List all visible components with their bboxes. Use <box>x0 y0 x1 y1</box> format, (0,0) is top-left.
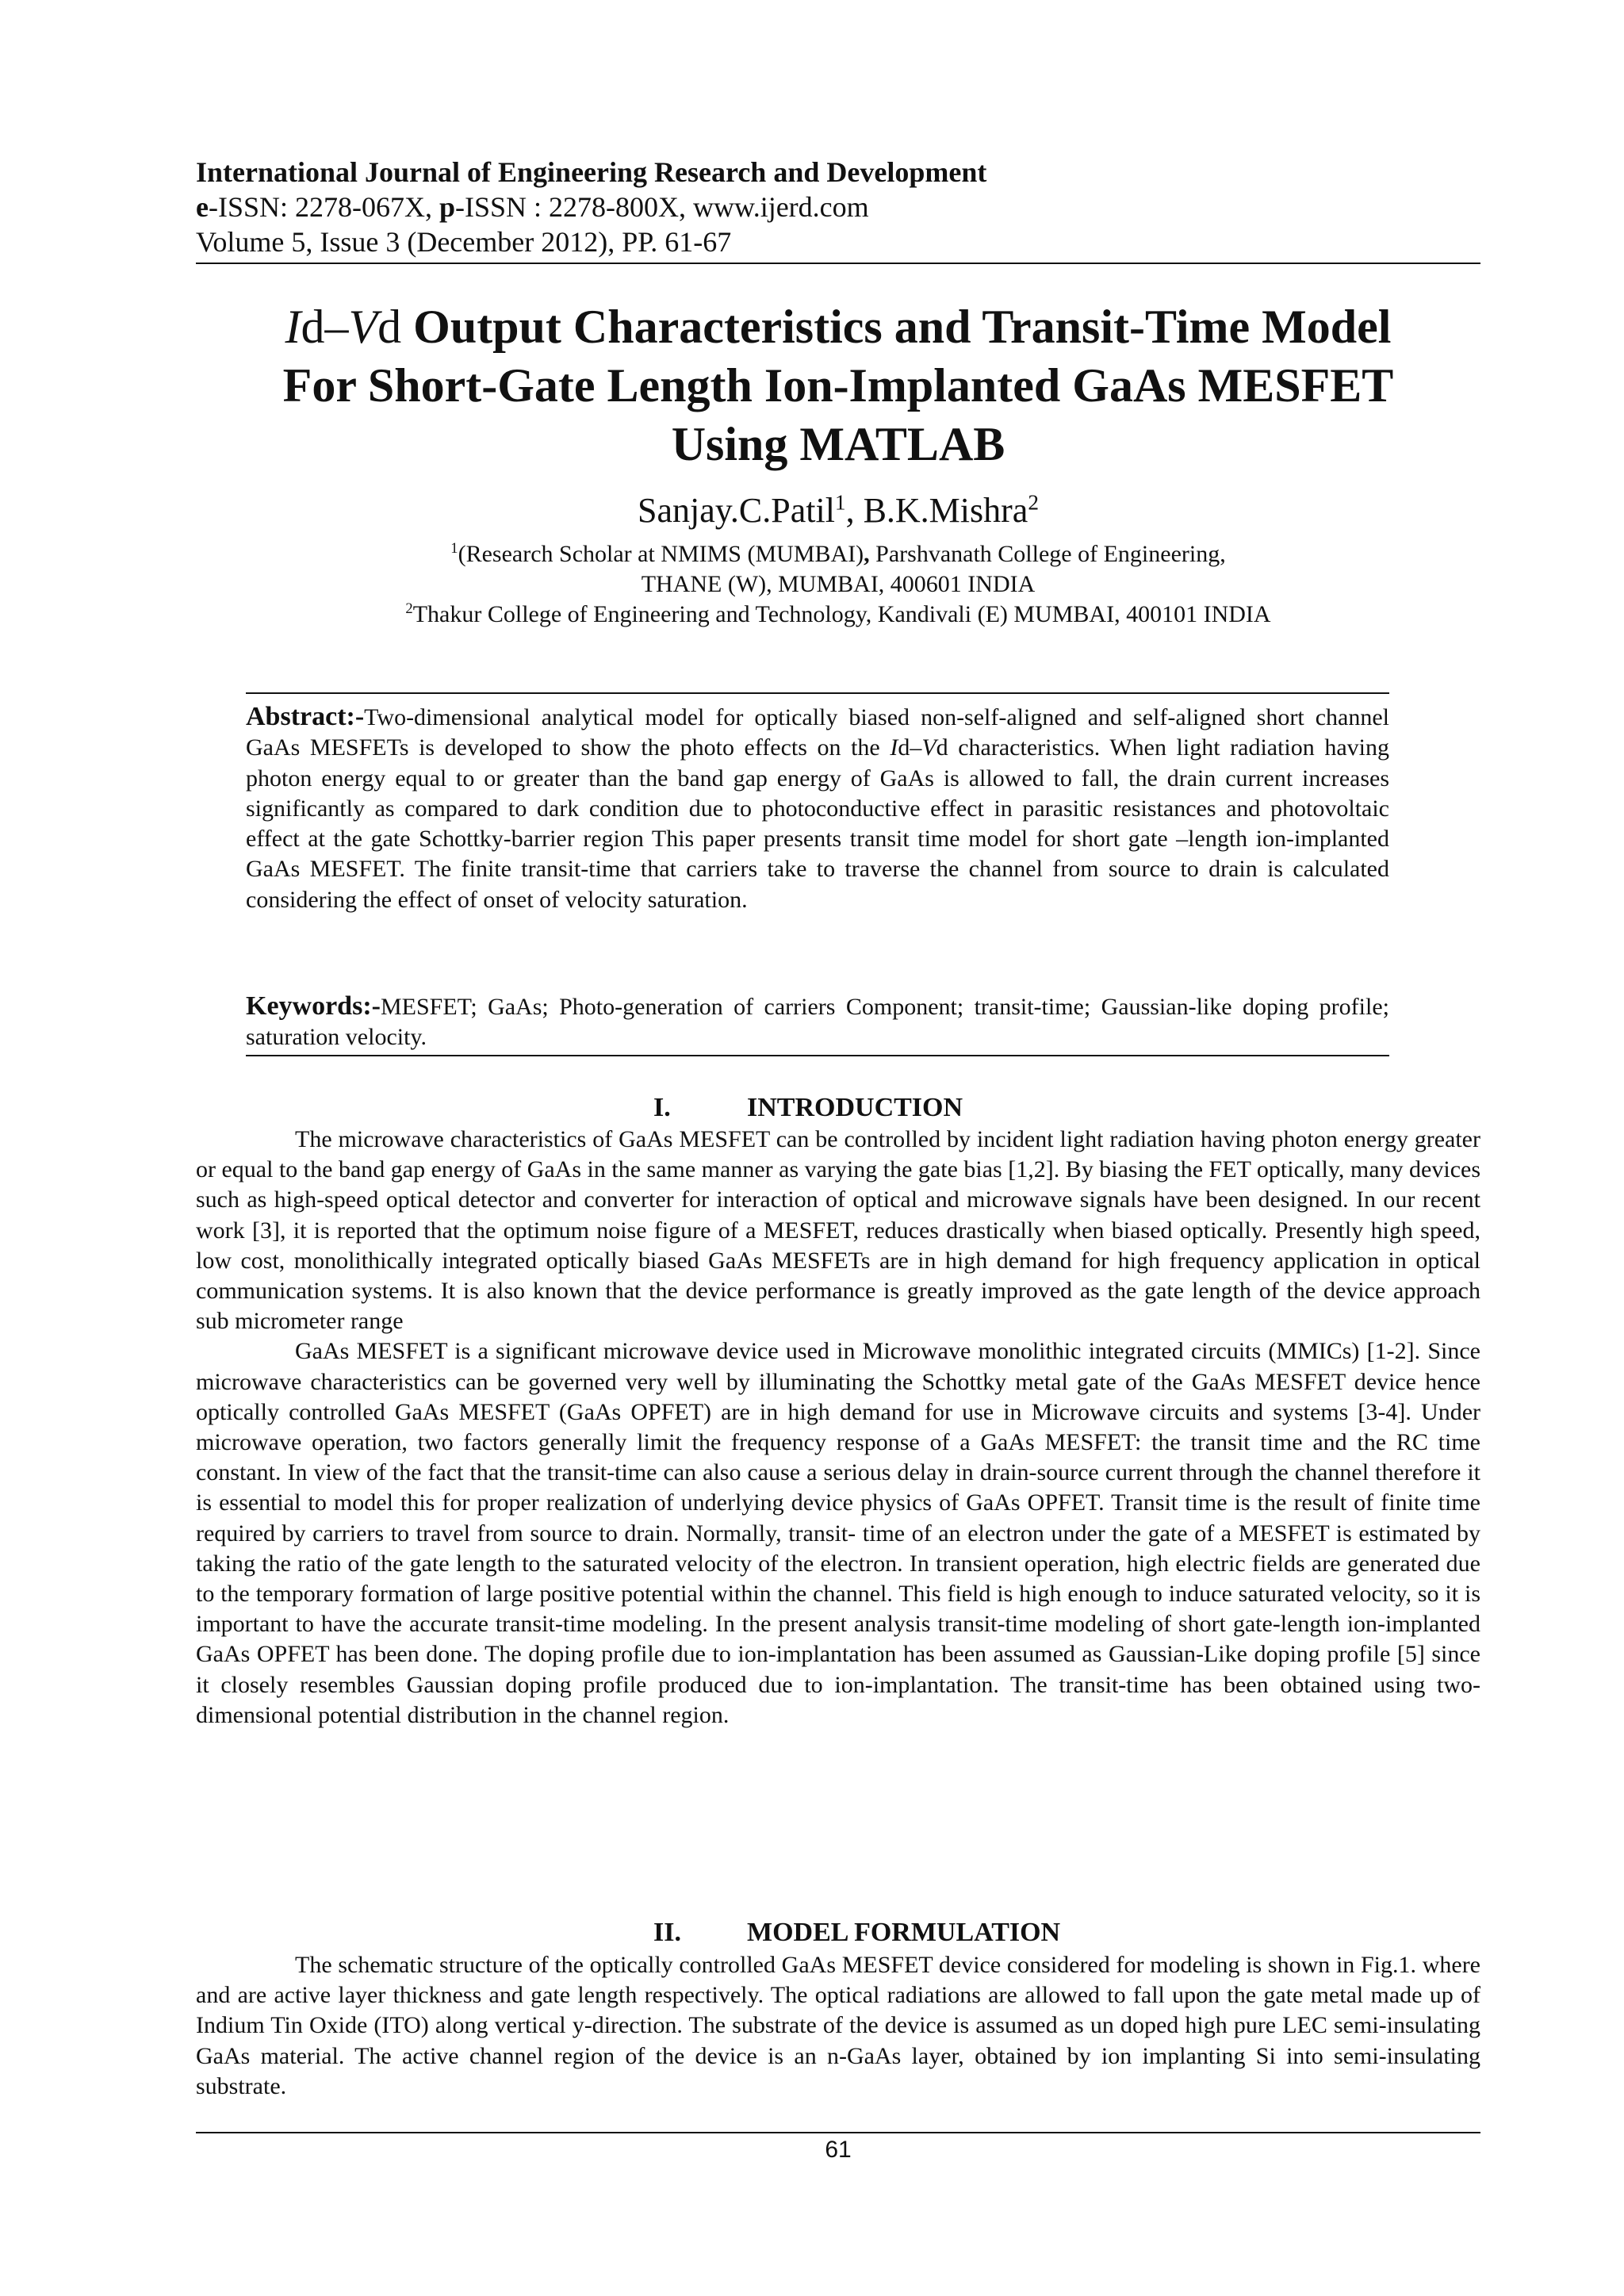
keywords-label: Keywords:- <box>246 991 381 1021</box>
affiliation-1-line-2: THANE (W), MUMBAI, 400601 INDIA <box>641 571 1036 597</box>
affiliation-2: $^2$Thakur College of Engineering and Technology, Kandivali (E) MUMBAI, 400101 INDIA <box>405 600 1271 627</box>
paragraph: The schematic structure of the optically controlled GaAs MESFET device considered for modeling is shown in Fig.1. where and are active layer thickness and gate length respectively. The optical radiations are allowed to fall upon the gate metal made up of Indium Tin Oxide (ITO) along vertical y-direction. The substrate of the device is assumed as un doped high pure LEC semi-insulating GaAs material. The active channel region of the device is an n-GaAs layer, obtained by ion implanting Si into semi-insulating substrate. <box>196 1952 1480 2099</box>
title-line-1: Id–Vd Output Characteristics and Transit-Time Model <box>285 301 1392 353</box>
paragraph: The microwave characteristics of GaAs MESFET can be controlled by incident light radiation having photon energy greater or equal to the band gap energy of GaAs in the same manner as varying the gate bias [1,2]. By biasing the FET optically, many devices such as high-speed optical detector and converter for interaction of optical and microwave signals have been designed. In our recent work [3], it is reported that the optimum noise figure of a MESFET, reduces drastically when biased optically. Presently high speed, low cost, monolithically integrated optically biased GaAs MESFETs are in high demand for high frequency application in optical communication systems. It is also known that the device performance is greatly improved as the gate length of the device approach sub micrometer range <box>196 1126 1480 1335</box>
abstract-bottom-rule <box>246 1055 1389 1056</box>
footer-divider <box>196 2132 1480 2133</box>
journal-name: International Journal of Engineering Research and Development <box>196 156 987 188</box>
keywords: Keywords:-MESFET; GaAs; Photo-generation of carriers Component; transit-time; Gaussian-like doping profile; saturation velocity. <box>246 991 1389 1051</box>
abstract-label: Abstract:- <box>246 702 365 731</box>
volume-line: Volume 5, Issue 3 (December 2012), PP. 61-67 <box>196 226 732 258</box>
affiliation-1: $^1$(Research Scholar at NMIMS (MUMBAI), Parshvanath College of Engineering, <box>450 540 1226 567</box>
title-line-3: Using MATLAB <box>671 418 1005 470</box>
introduction-body <box>196 1125 1480 1731</box>
abstract-top-rule <box>246 692 1389 694</box>
journal-header <box>196 155 1480 259</box>
header-divider <box>196 263 1480 264</box>
paper-page: International Journal of Engineering Research and Development e-ISSN: 2278-067X, p-ISSN : 2278-800X, www.ijerd.com Volume 5, Issue 3 (December 2012), PP. 61-67 Id–Vd Output Characteristics and Transit-Time Model For Short-Gate Length Ion-Implanted GaAs MESFET Using MATLAB Sanjay.C.Patil$^1$, B.K.Mishra$^2$ $^1$(Research Scholar at NMIMS (MUMBAI), Parshvanath College of Engineering, THANE (W), MUMBAI, 400601 INDIA $^2$Thakur College of Engineering and Technology, Kandivali (E) MUMBAI, 400101 INDIA Abstract:-Two-dimensional analytical model for optically biased non-self-aligned and self-aligned short channel GaAs MESFETs is developed to show the photo effects on the Id–Vd characteristics. When light radiation having photon energy equal to or greater than the band gap energy of GaAs is allowed to fall, the drain current increases significantly as compared to dark condition due to photoconductive effect in parasitic resistances and photovoltaic effect at the gate Schottky-barrier region This paper presents transit time model for short gate –length ion-implanted GaAs MESFET. The finite transit-time that carriers take to traverse the channel from source to drain is calculated considering the effect of onset of velocity saturation. Keywords:-MESFET; GaAs; Photo-generation of carriers Component; transit-time; Gaussian-like doping profile; saturation velocity. I. INTRODUCTION The microwave characteristics of GaAs MESFET can be controlled by incident light radiation having photon energy greater or equal to the band gap energy of GaAs in the same manner as varying the gate bias [1,2]. By biasing the FET optically, many devices such as high-speed optical detector and converter for interaction of optical and microwave signals have been designed. In our recent work [3], it is reported that the optimum noise figure of a MESFET, reduces drastically when biased optically. Presently high speed, low cost, monolithically integrated optically biased GaAs MESFETs are in high demand for high frequency application in optical communication systems. It is also known that the device performance is greatly improved as the gate length of the device approach sub micrometer range GaAs MESFET is a significant microwave device used in Microwave monolithic integrated circuits (MMICs) [1-2]. Since microwave characteristics can be governed very well by illuminating the Schottky metal gate of the GaAs MESFET device hence optically controlled GaAs MESFET (GaAs OPFET) are in high demand for use in Microwave circuits and systems [3-4]. Under microwave operation, two factors generally limit the frequency response of a GaAs MESFET: the transit time and the RC time constant. In view of the fact that the transit-time can also cause a serious delay in drain-source current through the channel therefore it is essential to model this for proper realization of underlying device physics of GaAs OPFET. Transit time is the result of finite time required by carriers to travel from source to drain. Normally, transit- time of an electron under the gate of a MESFET is estimated by taking the ratio of the gate length to the saturated velocity of the electron. In transient operation, high electric fields are generated due to the temporary formation of large positive potential within the channel. This field is high enough to induce saturated velocity, so it is important to have the accurate transit-time modeling. In the present analysis transit-time modeling of short gate-length ion-implanted GaAs OPFET has been done. The doping profile due to ion-implantation has been assumed as Gaussian-Like doping profile [5] since it closely resembles Gaussian doping profile produced due to ion-implantation. The transit-time has been obtained using two-dimensional potential distribution in the channel region. II. MODEL FORMULATION The schematic structure of the optically controlled GaAs MESFET device considered for modeling is shown in Fig.1. where and are active layer thickness and gate length respectively. The optical radiations are allowed to fall upon the gate metal made up of Indium Tin Oxide (ITO) along vertical y-direction. The substrate of the device is assumed as un doped high pure LEC semi-insulating GaAs material. The active channel region of the device is an n-GaAs layer, obtained by ion implanting Si into semi-insulating substrate. 61 <box>0 0 1624 2296</box>
title-line-2: For Short-Gate Length Ion-Implanted GaAs MESFET <box>282 359 1394 412</box>
page-number: 61 <box>825 2137 852 2163</box>
author-list: Sanjay.C.Patil$^1$, B.K.Mishra$^2$ <box>638 490 1039 530</box>
paper-title <box>196 297 1480 473</box>
abstract: Abstract:-Two-dimensional analytical model for optically biased non-self-aligned and self-aligned short channel GaAs MESFETs is developed to show the photo effects on the Id–Vd characteristics. When light radiation having photon energy equal to or greater than the band gap energy of GaAs is allowed to fall, the drain current increases significantly as compared to dark condition due to photoconductive effect in parasitic resistances and photovoltaic effect at the gate Schottky-barrier region This paper presents transit time model for short gate –length ion-implanted GaAs MESFET. The finite transit-time that carriers take to traverse the channel from source to drain is calculated considering the effect of onset of velocity saturation. <box>246 702 1389 913</box>
model-formulation-body <box>196 1950 1480 2102</box>
paragraph: GaAs MESFET is a significant microwave device used in Microwave monolithic integrated circuits (MMICs) [1-2]. Since microwave characteristics can be governed very well by illuminating the Schottky metal gate of the GaAs MESFET device hence optically controlled GaAs MESFET (GaAs OPFET) are in high demand for use in Microwave circuits and systems [3-4]. Under microwave operation, two factors generally limit the frequency response of a GaAs MESFET: the transit time and the RC time constant. In view of the fact that the transit-time can also cause a serious delay in drain-source current through the channel therefore it is essential to model this for proper realization of underlying device physics of GaAs OPFET. Transit time is the result of finite time required by carriers to travel from source to drain. Normally, transit- time of an electron under the gate of a MESFET is estimated by taking the ratio of the gate length to the saturated velocity of the electron. In transient operation, high electric fields are generated due to the temporary formation of large positive potential within the channel. This field is high enough to induce saturated velocity, so it is important to have the accurate transit-time modeling. In the present analysis transit-time modeling of short gate-length ion-implanted GaAs OPFET has been done. The doping profile due to ion-implantation has been assumed as Gaussian-Like doping profile [5] since it closely resembles Gaussian doping profile produced due to ion-implantation. The transit-time has been obtained using two-dimensional potential distribution in the channel region. <box>196 1338 1480 1728</box>
issn-line: e-ISSN: 2278-067X, p-ISSN : 2278-800X, www.ijerd.com <box>196 191 869 223</box>
